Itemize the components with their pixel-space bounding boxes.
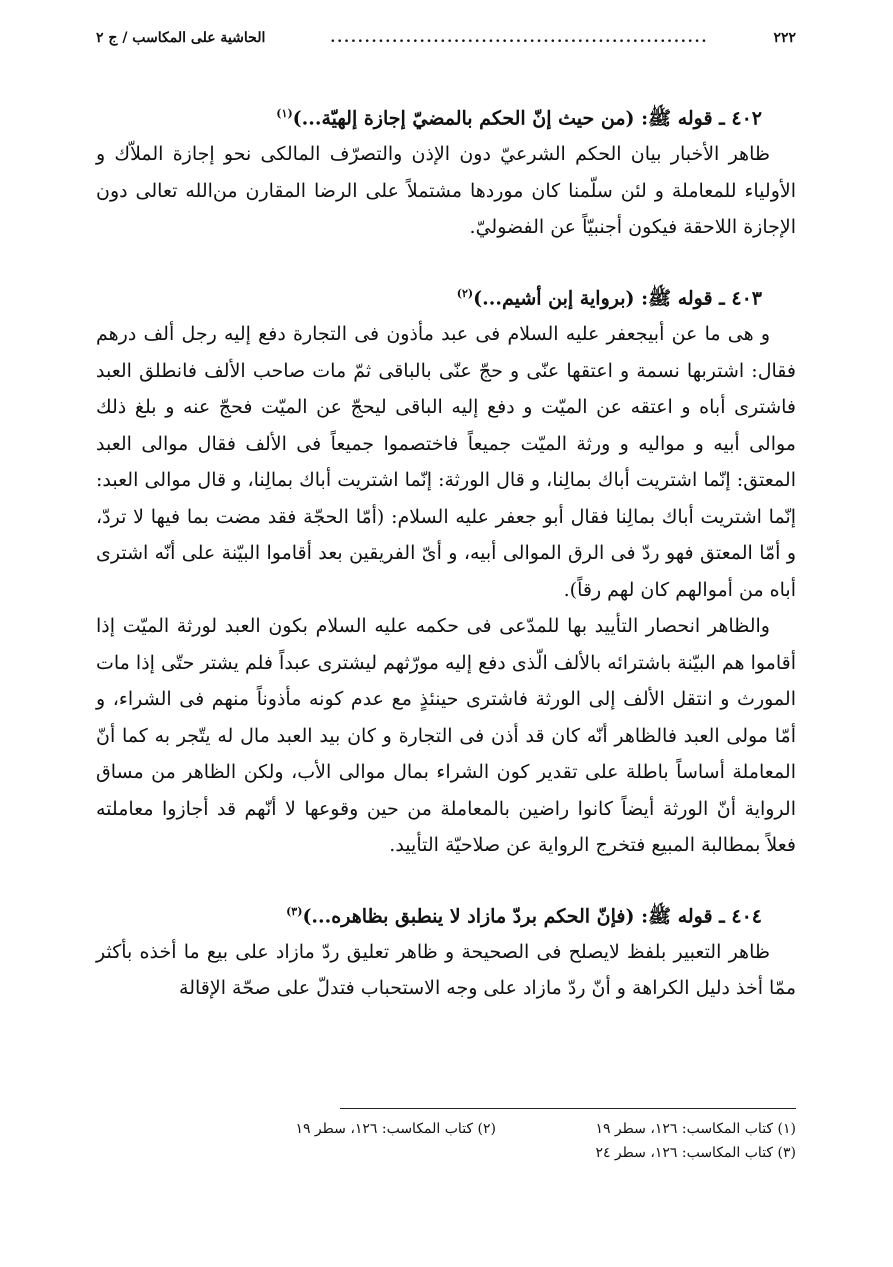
- paragraph: و هى ما عن أبيجعفر عليه السلام فى عبد مأذون فى التجارة دفع إليه رجل ألف درهم فقال: اشتربها نسمة و اعتقها عنّى و حجّ عنّى بالباقى ثمّ مات صاحب الألف فانطلق العبد فاشترى أباه و اعتقه عن الميّت و دفع إليه الباقى ليحجّ عن الميّت فحجّ عنه و بلغ ذلك موالى أبيه و مواليه و ورثة الميّت جميعاً فاختصموا جميعاً فى الألف فقال موالى العبد المعتق: إنّما اشتريت أباك بمالِنا، و قال الورثة: إنّما اشتريت أباك بمالِنا، و قال موالى العبد: إنّما اشتريت أباك بمالِنا فقال أبو جعفر عليه السلام: (أمّا الحجّة فقد مضت بما فيها لا تردّ، و أمّا المعتق فهو ردّ فى الرق الموالى أبيه، و أىّ الفريقين بعد أقاموا البيّنة على أنّه اشترى أباه من أموالهم كان لهم رقاً).: [96, 323, 796, 601]
- footnote-divider: [340, 1108, 796, 1109]
- heading-text: ٤٠٤ ـ قوله ﷺ: (فإنّ الحكم بردّ مازاد لا ينطبق بظاهره...): [302, 904, 762, 927]
- paragraph: ظاهر التعبير بلفظ لايصلح فى الصحيحة و ظاهر تعليق ردّ مازاد على بيع ما أخذه بأكثر ممّا أخذ دليل الكراهة و أنّ ردّ مازاد على وجه الاستحباب فتدلّ على صحّة الإقالة: [96, 940, 796, 1000]
- section-402: [96, 96, 796, 246]
- section-heading: [96, 276, 796, 316]
- footnote-ref[interactable]: (٣): [286, 904, 303, 918]
- header-leader-dots: .......................................................: [330, 30, 709, 46]
- page-number: ٢٢٢: [773, 30, 796, 46]
- footnotes: [96, 1108, 796, 1165]
- footnote-ref[interactable]: (١): [276, 107, 293, 120]
- page: [96, 30, 796, 1037]
- footnote-ref[interactable]: (٢): [456, 286, 474, 300]
- heading-text: ٤٠٣ ـ قوله ﷺ: (برواية إبن أشيم...): [473, 287, 762, 310]
- footnote-2: (٢) كتاب المكاسب: ١٢٦، سطر ١٩: [295, 1121, 496, 1137]
- paragraph: ظاهر الأخبار بيان الحكم الشرعيّ دون الإذن والتصرّف المالكى نحو إجازة الملاّك و الأولياء للمعاملة و لئن سلّمنا كان موردها مشتملاً على الرضا المقارن من‌الله تعالى دون الإجازة اللاحقة فيكون أجنبيّاً عن الفضوليّ.: [96, 143, 796, 239]
- section-404: [96, 894, 796, 1007]
- running-header: [96, 30, 796, 54]
- footnote-1: (١) كتاب المكاسب: ١٢٦، سطر ١٩: [595, 1121, 796, 1137]
- footnote-list: [96, 1117, 796, 1165]
- heading-text: ٤٠٢ ـ قوله ﷺ: (من حيث إنّ الحكم بالمضيّ إجازة إلهيّة...): [292, 107, 762, 130]
- section-heading: [96, 894, 796, 934]
- section-403: [96, 276, 796, 864]
- paragraph: والظاهر انحصار التأييد بها للمدّعى فى حكمه عليه السلام بكون العبد لورثة الميّت إذا أقاموا هم البيّنة باشترائه بالألف الّذى دفع إليه مورّثهم ليشترى عبداً فلم يشتر حتّى إذا مات المورث و انتقل الألف إلى الورثة فاشترى حينئذٍ مع عدم كونه مأذوناً منهم فى الشراء، و أمّا مولى العبد فالظاهر أنّه كان قد أذن فى التجارة و كان بيد العبد مال له يتّجر به كما أنّ المعاملة أساساً باطلة على تقدير كون الشراء بمال موالى الأب، ولكن الظاهر من مساق الرواية أنّ الورثة أيضاً كانوا راضين بالمعاملة من حين وقوعها لا أنّهم قد أجازوا معاملته فعلاً بمطالبة المبيع فتخرج الرواية عن صلاحيّة التأييد.: [96, 615, 796, 857]
- running-title: الحاشية على المكاسب / ج ٢: [96, 30, 266, 46]
- footnote-3: (٣) كتاب المكاسب: ١٢٦، سطر ٢٤: [595, 1145, 796, 1161]
- section-heading: [96, 96, 796, 136]
